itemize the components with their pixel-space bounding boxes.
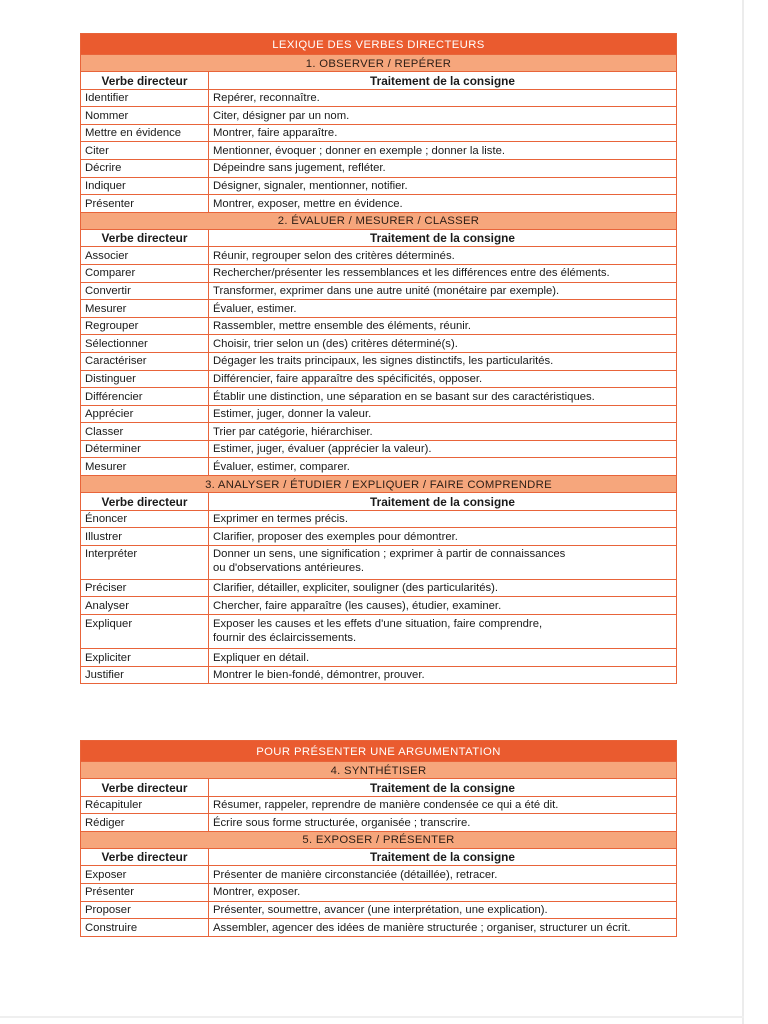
- verb-cell: Déterminer: [81, 440, 209, 458]
- treatment-text: Exprimer en termes précis.: [213, 513, 348, 526]
- verb-cell: Mettre en évidence: [81, 124, 209, 142]
- table-row: [81, 597, 677, 615]
- treatment-text: Réunir, regrouper selon des critères déterminés.: [213, 249, 455, 262]
- argumentation-table: [80, 740, 677, 937]
- verb-cell: Citer: [81, 142, 209, 160]
- lexique-table: [80, 33, 677, 684]
- table-title-row: [81, 34, 677, 55]
- treatment-text: Transformer, exprimer dans une autre unité (monétaire par exemple).: [213, 285, 560, 298]
- treatment-cell: [209, 579, 677, 597]
- treatment-cell: [209, 300, 677, 318]
- table-row: [81, 440, 677, 458]
- treatment-text: Présenter, soumettre, avancer (une interprétation, une explication).: [213, 904, 548, 917]
- treatment-cell: [209, 317, 677, 335]
- column-header-verb: Verbe directeur: [81, 493, 209, 511]
- treatment-cell: [209, 335, 677, 353]
- verb-cell: Convertir: [81, 282, 209, 300]
- treatment-text: Dégager les traits principaux, les signes distinctifs, les particularités.: [213, 355, 554, 368]
- table-row: [81, 510, 677, 528]
- treatment-cell: [209, 883, 677, 901]
- treatment-text: Mentionner, évoquer ; donner en exemple ; donner la liste.: [213, 144, 506, 157]
- verb-cell: Identifier: [81, 89, 209, 107]
- table-row: [81, 545, 677, 579]
- treatment-text: Estimer, juger, évaluer (apprécier la valeur).: [213, 443, 432, 456]
- verb-cell: Comparer: [81, 264, 209, 282]
- table-row: [81, 107, 677, 125]
- table-row: [81, 919, 677, 937]
- treatment-cell: [209, 370, 677, 388]
- table-row: [81, 177, 677, 195]
- treatment-text: Donner un sens, une signification ; exprimer à partir de connaissances: [213, 548, 566, 561]
- verb-cell: Justifier: [81, 666, 209, 684]
- table-row: [81, 814, 677, 832]
- verb-cell: Expliciter: [81, 649, 209, 667]
- treatment-text-line2: ou d'observations antérieures.: [213, 562, 364, 575]
- section-heading: 4. SYNTHÉTISER: [81, 762, 677, 779]
- verb-cell: Nommer: [81, 107, 209, 125]
- column-header-row: [81, 72, 677, 90]
- table-row: [81, 370, 677, 388]
- section-heading-row: [81, 212, 677, 229]
- treatment-cell: [209, 901, 677, 919]
- treatment-text: Citer, désigner par un nom.: [213, 109, 350, 122]
- table-row: [81, 388, 677, 406]
- verb-cell: Apprécier: [81, 405, 209, 423]
- table-row: [81, 528, 677, 546]
- treatment-cell: [209, 107, 677, 125]
- table-row: [81, 458, 677, 476]
- verb-cell: Caractériser: [81, 352, 209, 370]
- section-heading: 5. EXPOSER / PRÉSENTER: [81, 831, 677, 848]
- verb-cell: Analyser: [81, 597, 209, 615]
- column-header-verb: Verbe directeur: [81, 848, 209, 866]
- table-row: [81, 579, 677, 597]
- table-row: [81, 247, 677, 265]
- verb-cell: Énoncer: [81, 510, 209, 528]
- table-title-row: [81, 741, 677, 762]
- treatment-text: Montrer le bien-fondé, démontrer, prouver.: [213, 669, 425, 682]
- treatment-text: Repérer, reconnaître.: [213, 92, 320, 105]
- table-row: [81, 423, 677, 441]
- column-header-treatment: Traitement de la consigne: [209, 493, 677, 511]
- treatment-text-line2: fournir des éclaircissements.: [213, 631, 357, 644]
- table-row: [81, 649, 677, 667]
- verb-cell: Indiquer: [81, 177, 209, 195]
- treatment-text: Écrire sous forme structurée, organisée ; transcrire.: [213, 816, 471, 829]
- section-heading-row: [81, 762, 677, 779]
- verb-cell: Différencier: [81, 388, 209, 406]
- treatment-cell: [209, 458, 677, 476]
- treatment-text: Montrer, exposer, mettre en évidence.: [213, 197, 403, 210]
- treatment-cell: [209, 405, 677, 423]
- column-header-verb: Verbe directeur: [81, 229, 209, 247]
- section-heading-row: [81, 831, 677, 848]
- verb-cell: Exposer: [81, 866, 209, 884]
- table-row: [81, 264, 677, 282]
- treatment-text: Trier par catégorie, hiérarchiser.: [213, 425, 373, 438]
- verb-cell: Illustrer: [81, 528, 209, 546]
- verb-cell: Construire: [81, 919, 209, 937]
- verb-cell: Proposer: [81, 901, 209, 919]
- treatment-text: Assembler, agencer des idées de manière structurée ; organiser, structurer un écrit.: [213, 921, 631, 934]
- table-row: [81, 866, 677, 884]
- treatment-text: Dépeindre sans jugement, refléter.: [213, 162, 386, 175]
- verb-cell: Préciser: [81, 579, 209, 597]
- table-row: [81, 89, 677, 107]
- treatment-text: Différencier, faire apparaître des spécificités, opposer.: [213, 373, 483, 385]
- table-title: LEXIQUE DES VERBES DIRECTEURS: [81, 34, 677, 55]
- table-row: [81, 883, 677, 901]
- treatment-text: Montrer, faire apparaître.: [213, 127, 338, 140]
- treatment-text: Estimer, juger, donner la valeur.: [213, 408, 372, 421]
- section-heading: 1. OBSERVER / REPÉRER: [81, 55, 677, 72]
- column-header-verb: Verbe directeur: [81, 779, 209, 797]
- column-header-treatment: Traitement de la consigne: [209, 72, 677, 90]
- treatment-text: Chercher, faire apparaître (les causes), étudier, examiner.: [213, 599, 502, 612]
- verb-cell: Mesurer: [81, 458, 209, 476]
- treatment-cell: [209, 282, 677, 300]
- column-header-treatment: Traitement de la consigne: [209, 229, 677, 247]
- treatment-cell: [209, 159, 677, 177]
- verb-cell: Regrouper: [81, 317, 209, 335]
- treatment-text: Montrer, exposer.: [213, 886, 301, 899]
- treatment-cell: [209, 142, 677, 160]
- column-header-row: [81, 493, 677, 511]
- verb-cell: Interpréter: [81, 545, 209, 579]
- page-edge-bottom: [0, 1016, 744, 1018]
- column-header-row: [81, 779, 677, 797]
- treatment-text: Clarifier, détailler, expliciter, souligner (des particularités).: [213, 582, 499, 595]
- verb-cell: Expliquer: [81, 615, 209, 649]
- treatment-text: Rechercher/présenter les ressemblances et les différences entre des éléments.: [213, 267, 610, 280]
- treatment-cell: [209, 545, 677, 579]
- treatment-cell: [209, 388, 677, 406]
- table-row: [81, 300, 677, 318]
- verb-cell: Classer: [81, 423, 209, 441]
- treatment-text: Désigner, signaler, mentionner, notifier.: [213, 180, 408, 193]
- treatment-cell: [209, 919, 677, 937]
- verb-cell: Rédiger: [81, 814, 209, 832]
- verb-cell: Présenter: [81, 883, 209, 901]
- treatment-cell: [209, 528, 677, 546]
- treatment-cell: [209, 177, 677, 195]
- treatment-text: Choisir, trier selon un (des) critères déterminé(s).: [213, 337, 458, 350]
- treatment-text: Expliquer en détail.: [213, 651, 310, 664]
- table-row: [81, 796, 677, 814]
- verb-cell: Associer: [81, 247, 209, 265]
- verb-cell: Récapituler: [81, 796, 209, 814]
- table-row: [81, 142, 677, 160]
- table-row: [81, 901, 677, 919]
- treatment-cell: [209, 423, 677, 441]
- treatment-text: Évaluer, estimer, comparer.: [213, 460, 350, 473]
- treatment-text: Établir une distinction, une séparation en se basant sur des caractéristiques.: [213, 390, 595, 403]
- treatment-text: Présenter de manière circonstanciée (détaillée), retracer.: [213, 868, 498, 881]
- table-row: [81, 317, 677, 335]
- treatment-text: Évaluer, estimer.: [213, 302, 297, 315]
- table-row: [81, 615, 677, 649]
- section-heading: 3. ANALYSER / ÉTUDIER / EXPLIQUER / FAIRE COMPRENDRE: [81, 476, 677, 493]
- table-row: [81, 124, 677, 142]
- treatment-text: Rassembler, mettre ensemble des éléments, réunir.: [213, 320, 472, 333]
- treatment-cell: [209, 352, 677, 370]
- treatment-cell: [209, 814, 677, 832]
- table-row: [81, 405, 677, 423]
- treatment-cell: [209, 195, 677, 213]
- treatment-text: Exposer les causes et les effets d'une situation, faire comprendre,: [213, 617, 543, 630]
- section-heading-row: [81, 476, 677, 493]
- table-title: POUR PRÉSENTER UNE ARGUMENTATION: [81, 741, 677, 762]
- verb-cell: Distinguer: [81, 370, 209, 388]
- column-header-row: [81, 848, 677, 866]
- treatment-cell: [209, 796, 677, 814]
- table-row: [81, 666, 677, 684]
- treatment-cell: [209, 615, 677, 649]
- page-edge: [742, 0, 744, 1024]
- section-heading-row: [81, 55, 677, 72]
- treatment-cell: [209, 124, 677, 142]
- table-row: [81, 159, 677, 177]
- verb-cell: Sélectionner: [81, 335, 209, 353]
- treatment-cell: [209, 866, 677, 884]
- treatment-cell: [209, 597, 677, 615]
- verb-cell: Mesurer: [81, 300, 209, 318]
- column-header-treatment: Traitement de la consigne: [209, 848, 677, 866]
- treatment-cell: [209, 649, 677, 667]
- table-row: [81, 195, 677, 213]
- treatment-cell: [209, 666, 677, 684]
- verb-cell: Présenter: [81, 195, 209, 213]
- treatment-cell: [209, 440, 677, 458]
- treatment-cell: [209, 89, 677, 107]
- column-header-verb: Verbe directeur: [81, 72, 209, 90]
- treatment-text: Résumer, rappeler, reprendre de manière condensée ce qui a été dit.: [213, 799, 559, 812]
- section-heading: 2. ÉVALUER / MESURER / CLASSER: [81, 212, 677, 229]
- table-row: [81, 335, 677, 353]
- table-row: [81, 352, 677, 370]
- treatment-cell: [209, 247, 677, 265]
- treatment-cell: [209, 510, 677, 528]
- treatment-text: Clarifier, proposer des exemples pour démontrer.: [213, 530, 458, 543]
- treatment-cell: [209, 264, 677, 282]
- column-header-treatment: Traitement de la consigne: [209, 779, 677, 797]
- column-header-row: [81, 229, 677, 247]
- table-row: [81, 282, 677, 300]
- verb-cell: Décrire: [81, 159, 209, 177]
